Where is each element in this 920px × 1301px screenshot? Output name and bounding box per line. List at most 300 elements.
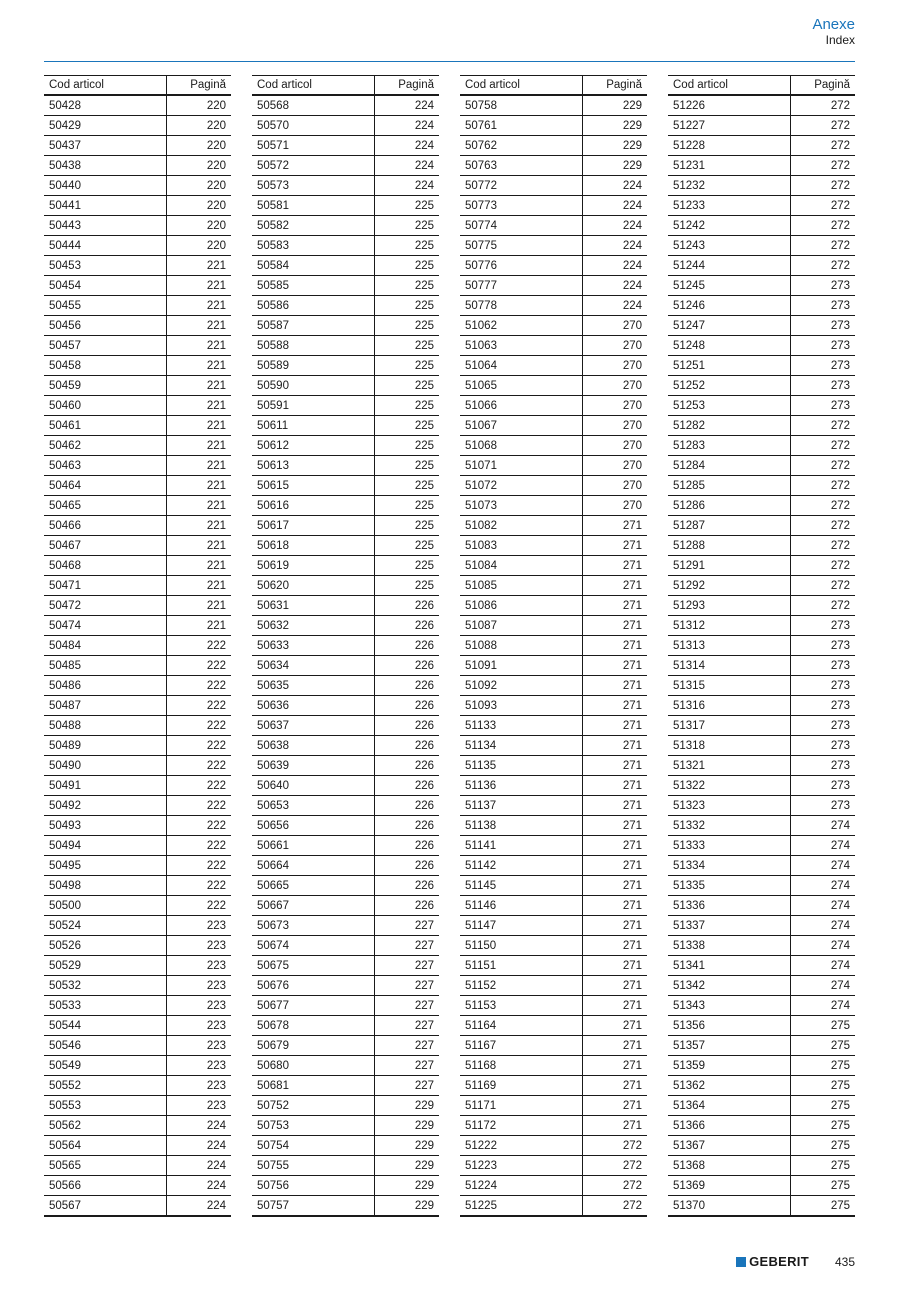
page-ref: 220 bbox=[167, 116, 232, 136]
table-row bbox=[460, 956, 647, 976]
page-ref: 273 bbox=[791, 336, 856, 356]
article-code: 50591 bbox=[252, 396, 375, 416]
article-code: 50584 bbox=[252, 256, 375, 276]
article-code: 51134 bbox=[460, 736, 583, 756]
article-code: 51367 bbox=[668, 1136, 791, 1156]
article-code: 50587 bbox=[252, 316, 375, 336]
article-code: 51287 bbox=[668, 516, 791, 536]
table-row bbox=[460, 856, 647, 876]
page-ref: 273 bbox=[791, 396, 856, 416]
page-ref: 224 bbox=[375, 95, 440, 116]
article-code: 50456 bbox=[44, 316, 167, 336]
table-row bbox=[668, 1016, 855, 1036]
page-ref: 222 bbox=[167, 856, 232, 876]
page-ref: 226 bbox=[375, 656, 440, 676]
page-ref: 273 bbox=[791, 296, 856, 316]
table-row bbox=[252, 1096, 439, 1116]
page-ref: 221 bbox=[167, 616, 232, 636]
page-ref: 221 bbox=[167, 396, 232, 416]
page-ref: 274 bbox=[791, 816, 856, 836]
article-code: 51312 bbox=[668, 616, 791, 636]
page-ref: 271 bbox=[583, 916, 648, 936]
article-code: 51142 bbox=[460, 856, 583, 876]
page-ref: 222 bbox=[167, 736, 232, 756]
table-row bbox=[668, 936, 855, 956]
page-ref: 271 bbox=[583, 696, 648, 716]
page-ref: 226 bbox=[375, 616, 440, 636]
page-ref: 272 bbox=[583, 1176, 648, 1196]
table-row bbox=[668, 716, 855, 736]
page-ref: 225 bbox=[375, 336, 440, 356]
table-row bbox=[460, 136, 647, 156]
page-ref: 273 bbox=[791, 636, 856, 656]
table-row bbox=[252, 176, 439, 196]
page-ref: 224 bbox=[167, 1116, 232, 1136]
article-code: 50756 bbox=[252, 1176, 375, 1196]
page-ref: 224 bbox=[167, 1196, 232, 1217]
page-ref: 225 bbox=[375, 576, 440, 596]
table-row bbox=[668, 376, 855, 396]
article-code: 51314 bbox=[668, 656, 791, 676]
page-ref: 225 bbox=[375, 276, 440, 296]
article-code: 51167 bbox=[460, 1036, 583, 1056]
table-row bbox=[460, 216, 647, 236]
article-code: 50620 bbox=[252, 576, 375, 596]
table-row bbox=[668, 416, 855, 436]
page-ref: 273 bbox=[791, 716, 856, 736]
article-code: 51231 bbox=[668, 156, 791, 176]
page-ref: 272 bbox=[791, 136, 856, 156]
article-code: 50772 bbox=[460, 176, 583, 196]
table-row bbox=[44, 956, 231, 976]
article-code: 50585 bbox=[252, 276, 375, 296]
table-row bbox=[668, 896, 855, 916]
article-code: 51362 bbox=[668, 1076, 791, 1096]
page-ref: 227 bbox=[375, 956, 440, 976]
article-code: 51245 bbox=[668, 276, 791, 296]
page-ref: 271 bbox=[583, 676, 648, 696]
page-ref: 273 bbox=[791, 796, 856, 816]
table-row bbox=[44, 756, 231, 776]
table-row bbox=[668, 576, 855, 596]
table-row bbox=[460, 516, 647, 536]
article-code: 51228 bbox=[668, 136, 791, 156]
page-ref: 270 bbox=[583, 356, 648, 376]
article-code: 50617 bbox=[252, 516, 375, 536]
article-code: 51164 bbox=[460, 1016, 583, 1036]
article-code: 50570 bbox=[252, 116, 375, 136]
article-code: 51138 bbox=[460, 816, 583, 836]
page-ref: 271 bbox=[583, 856, 648, 876]
table-row bbox=[460, 796, 647, 816]
article-code: 51066 bbox=[460, 396, 583, 416]
table-row bbox=[460, 396, 647, 416]
page-ref: 225 bbox=[375, 316, 440, 336]
article-code: 51370 bbox=[668, 1196, 791, 1217]
article-code: 51359 bbox=[668, 1056, 791, 1076]
page-ref: 274 bbox=[791, 836, 856, 856]
table-row bbox=[460, 316, 647, 336]
page-ref: 270 bbox=[583, 456, 648, 476]
article-code: 50667 bbox=[252, 896, 375, 916]
table-row bbox=[44, 516, 231, 536]
article-code: 51169 bbox=[460, 1076, 583, 1096]
article-code: 50544 bbox=[44, 1016, 167, 1036]
article-code: 50464 bbox=[44, 476, 167, 496]
table-row bbox=[668, 196, 855, 216]
page-ref: 223 bbox=[167, 996, 232, 1016]
table-row bbox=[460, 776, 647, 796]
article-code: 51091 bbox=[460, 656, 583, 676]
page-ref: 220 bbox=[167, 136, 232, 156]
table-row bbox=[44, 236, 231, 256]
article-code: 51068 bbox=[460, 436, 583, 456]
table-row bbox=[668, 996, 855, 1016]
article-code: 50754 bbox=[252, 1136, 375, 1156]
article-code: 51084 bbox=[460, 556, 583, 576]
article-code: 50758 bbox=[460, 95, 583, 116]
table-row bbox=[668, 336, 855, 356]
article-code: 50486 bbox=[44, 676, 167, 696]
article-code: 51335 bbox=[668, 876, 791, 896]
table-row bbox=[44, 1096, 231, 1116]
table-row bbox=[460, 836, 647, 856]
article-code: 50664 bbox=[252, 856, 375, 876]
article-code: 50763 bbox=[460, 156, 583, 176]
page-ref: 223 bbox=[167, 936, 232, 956]
article-code: 50590 bbox=[252, 376, 375, 396]
table-row bbox=[460, 376, 647, 396]
table-row bbox=[668, 1036, 855, 1056]
article-code: 50774 bbox=[460, 216, 583, 236]
article-code: 50757 bbox=[252, 1196, 375, 1217]
article-code: 50638 bbox=[252, 736, 375, 756]
page-ref: 229 bbox=[375, 1176, 440, 1196]
table-row bbox=[44, 436, 231, 456]
page-ref: 225 bbox=[375, 356, 440, 376]
table-row bbox=[44, 276, 231, 296]
article-code: 50493 bbox=[44, 816, 167, 836]
article-code: 50618 bbox=[252, 536, 375, 556]
article-code: 51364 bbox=[668, 1096, 791, 1116]
article-code: 51062 bbox=[460, 316, 583, 336]
page-ref: 229 bbox=[583, 95, 648, 116]
article-code: 51317 bbox=[668, 716, 791, 736]
page-ref: 271 bbox=[583, 1116, 648, 1136]
page-ref: 274 bbox=[791, 916, 856, 936]
table-row bbox=[460, 1116, 647, 1136]
table-row bbox=[460, 196, 647, 216]
article-code: 51248 bbox=[668, 336, 791, 356]
table-row bbox=[252, 716, 439, 736]
article-code: 50612 bbox=[252, 436, 375, 456]
page-ref: 270 bbox=[583, 496, 648, 516]
article-code: 50776 bbox=[460, 256, 583, 276]
page-ref: 224 bbox=[375, 136, 440, 156]
page-ref: 227 bbox=[375, 916, 440, 936]
page-ref: 270 bbox=[583, 476, 648, 496]
page-ref: 227 bbox=[375, 1076, 440, 1096]
table-row bbox=[460, 1036, 647, 1056]
page-header bbox=[812, 16, 855, 47]
article-code: 50467 bbox=[44, 536, 167, 556]
page-ref: 271 bbox=[583, 536, 648, 556]
article-code: 51252 bbox=[668, 376, 791, 396]
page-ref: 229 bbox=[583, 136, 648, 156]
article-code: 50438 bbox=[44, 156, 167, 176]
table-row bbox=[460, 1156, 647, 1176]
code-header: Cod articol bbox=[44, 76, 167, 96]
table-row bbox=[460, 496, 647, 516]
table-row bbox=[44, 196, 231, 216]
page-ref: 272 bbox=[791, 496, 856, 516]
table-row bbox=[252, 356, 439, 376]
table-row bbox=[44, 296, 231, 316]
table-row bbox=[44, 216, 231, 236]
page-ref: 222 bbox=[167, 636, 232, 656]
table-row bbox=[668, 156, 855, 176]
table-row bbox=[252, 956, 439, 976]
geberit-logo-icon bbox=[736, 1257, 746, 1267]
table-row bbox=[252, 456, 439, 476]
article-code: 51356 bbox=[668, 1016, 791, 1036]
page-ref: 272 bbox=[791, 236, 856, 256]
table-row bbox=[668, 656, 855, 676]
article-code: 50637 bbox=[252, 716, 375, 736]
article-code: 50458 bbox=[44, 356, 167, 376]
table-row bbox=[252, 296, 439, 316]
table-row bbox=[44, 95, 231, 116]
table-row bbox=[44, 996, 231, 1016]
article-code: 51087 bbox=[460, 616, 583, 636]
page-ref: 223 bbox=[167, 916, 232, 936]
article-code: 51151 bbox=[460, 956, 583, 976]
article-code: 50437 bbox=[44, 136, 167, 156]
article-code: 50653 bbox=[252, 796, 375, 816]
page-ref: 225 bbox=[375, 216, 440, 236]
table-row bbox=[668, 256, 855, 276]
article-code: 50443 bbox=[44, 216, 167, 236]
table-row bbox=[668, 776, 855, 796]
article-code: 50461 bbox=[44, 416, 167, 436]
page-ref: 225 bbox=[375, 296, 440, 316]
article-code: 50588 bbox=[252, 336, 375, 356]
page-ref: 221 bbox=[167, 516, 232, 536]
page-ref: 222 bbox=[167, 656, 232, 676]
page-ref: 221 bbox=[167, 296, 232, 316]
page-ref: 229 bbox=[375, 1196, 440, 1217]
table-row bbox=[668, 356, 855, 376]
page-ref: 272 bbox=[791, 156, 856, 176]
page-ref: 225 bbox=[375, 456, 440, 476]
table-row bbox=[44, 856, 231, 876]
table-row bbox=[668, 136, 855, 156]
page-ref: 271 bbox=[583, 596, 648, 616]
article-code: 51146 bbox=[460, 896, 583, 916]
table-row bbox=[668, 1056, 855, 1076]
page-ref: 220 bbox=[167, 216, 232, 236]
page-ref: 221 bbox=[167, 376, 232, 396]
table-row bbox=[668, 396, 855, 416]
table-row bbox=[44, 1156, 231, 1176]
article-code: 51369 bbox=[668, 1176, 791, 1196]
page-ref: 229 bbox=[583, 156, 648, 176]
table-row bbox=[668, 636, 855, 656]
page-ref: 272 bbox=[791, 196, 856, 216]
article-code: 50440 bbox=[44, 176, 167, 196]
page-ref: 220 bbox=[167, 196, 232, 216]
table-row bbox=[252, 756, 439, 776]
page-ref: 273 bbox=[791, 316, 856, 336]
table-row bbox=[460, 176, 647, 196]
page-ref: 275 bbox=[791, 1076, 856, 1096]
table-row bbox=[252, 196, 439, 216]
table-row bbox=[252, 516, 439, 536]
article-code: 50529 bbox=[44, 956, 167, 976]
page-ref: 273 bbox=[791, 656, 856, 676]
article-code: 51147 bbox=[460, 916, 583, 936]
page-ref: 225 bbox=[375, 236, 440, 256]
table-row bbox=[668, 796, 855, 816]
page-ref: 275 bbox=[791, 1156, 856, 1176]
article-code: 50775 bbox=[460, 236, 583, 256]
article-code: 50636 bbox=[252, 696, 375, 716]
page-ref: 226 bbox=[375, 736, 440, 756]
table-row bbox=[252, 136, 439, 156]
article-code: 51145 bbox=[460, 876, 583, 896]
page-ref: 272 bbox=[791, 116, 856, 136]
page-ref: 227 bbox=[375, 936, 440, 956]
article-code: 50635 bbox=[252, 676, 375, 696]
article-code: 51337 bbox=[668, 916, 791, 936]
page-ref: 225 bbox=[375, 536, 440, 556]
table-row bbox=[460, 596, 647, 616]
table-row bbox=[252, 736, 439, 756]
article-code: 51093 bbox=[460, 696, 583, 716]
page-ref: 270 bbox=[583, 396, 648, 416]
table-row bbox=[460, 696, 647, 716]
table-row bbox=[44, 556, 231, 576]
page-ref: 272 bbox=[791, 556, 856, 576]
article-code: 51135 bbox=[460, 756, 583, 776]
article-code: 51292 bbox=[668, 576, 791, 596]
page-ref: 221 bbox=[167, 436, 232, 456]
table-row bbox=[460, 156, 647, 176]
table-row bbox=[252, 996, 439, 1016]
page-ref: 273 bbox=[791, 616, 856, 636]
page-ref: 224 bbox=[167, 1156, 232, 1176]
index-column-4 bbox=[668, 75, 855, 1217]
article-code: 50524 bbox=[44, 916, 167, 936]
article-code: 50465 bbox=[44, 496, 167, 516]
table-row bbox=[668, 116, 855, 136]
page-ref: 271 bbox=[583, 836, 648, 856]
page-ref: 272 bbox=[583, 1136, 648, 1156]
page-ref: 271 bbox=[583, 776, 648, 796]
page-header: Pagină bbox=[791, 76, 856, 96]
page-ref: 273 bbox=[791, 276, 856, 296]
article-code: 51092 bbox=[460, 676, 583, 696]
page-ref: 270 bbox=[583, 336, 648, 356]
page-ref: 226 bbox=[375, 636, 440, 656]
table-row bbox=[44, 616, 231, 636]
page-ref: 221 bbox=[167, 596, 232, 616]
page-header: Pagină bbox=[375, 76, 440, 96]
table-row bbox=[44, 976, 231, 996]
article-code: 50755 bbox=[252, 1156, 375, 1176]
table-row bbox=[460, 876, 647, 896]
article-code: 50761 bbox=[460, 116, 583, 136]
article-code: 51088 bbox=[460, 636, 583, 656]
page-ref: 224 bbox=[375, 116, 440, 136]
article-code: 50583 bbox=[252, 236, 375, 256]
article-code: 51153 bbox=[460, 996, 583, 1016]
article-code: 50428 bbox=[44, 95, 167, 116]
table-row bbox=[252, 976, 439, 996]
page-ref: 226 bbox=[375, 796, 440, 816]
article-code: 51322 bbox=[668, 776, 791, 796]
article-code: 50429 bbox=[44, 116, 167, 136]
page-ref: 274 bbox=[791, 976, 856, 996]
article-code: 50468 bbox=[44, 556, 167, 576]
page-ref: 222 bbox=[167, 896, 232, 916]
page-ref: 271 bbox=[583, 656, 648, 676]
table-row bbox=[668, 456, 855, 476]
page-ref: 224 bbox=[375, 176, 440, 196]
index-table bbox=[668, 75, 855, 1217]
page-ref: 275 bbox=[791, 1136, 856, 1156]
table-row bbox=[44, 116, 231, 136]
table-row bbox=[252, 816, 439, 836]
article-code: 50661 bbox=[252, 836, 375, 856]
table-row bbox=[252, 556, 439, 576]
page-ref: 271 bbox=[583, 936, 648, 956]
page-ref: 272 bbox=[791, 416, 856, 436]
article-code: 51072 bbox=[460, 476, 583, 496]
table-row bbox=[252, 1016, 439, 1036]
table-row bbox=[252, 876, 439, 896]
article-code: 51357 bbox=[668, 1036, 791, 1056]
article-code: 50634 bbox=[252, 656, 375, 676]
table-row bbox=[252, 276, 439, 296]
article-code: 50586 bbox=[252, 296, 375, 316]
page-ref: 221 bbox=[167, 336, 232, 356]
article-code: 50680 bbox=[252, 1056, 375, 1076]
article-code: 51321 bbox=[668, 756, 791, 776]
page-ref: 271 bbox=[583, 1016, 648, 1036]
article-code: 50616 bbox=[252, 496, 375, 516]
page-ref: 223 bbox=[167, 1076, 232, 1096]
page-ref: 220 bbox=[167, 236, 232, 256]
table-row bbox=[460, 1016, 647, 1036]
page-ref: 223 bbox=[167, 1056, 232, 1076]
page-ref: 223 bbox=[167, 976, 232, 996]
page-ref: 274 bbox=[791, 876, 856, 896]
page-ref: 224 bbox=[583, 276, 648, 296]
table-row bbox=[668, 1196, 855, 1217]
table-row bbox=[252, 436, 439, 456]
table-row bbox=[44, 896, 231, 916]
page-ref: 273 bbox=[791, 756, 856, 776]
table-row bbox=[252, 156, 439, 176]
table-row bbox=[44, 836, 231, 856]
page-ref: 271 bbox=[583, 1096, 648, 1116]
article-code: 51315 bbox=[668, 676, 791, 696]
page-ref: 275 bbox=[791, 1196, 856, 1217]
article-code: 50615 bbox=[252, 476, 375, 496]
table-row bbox=[252, 316, 439, 336]
page-ref: 224 bbox=[583, 196, 648, 216]
